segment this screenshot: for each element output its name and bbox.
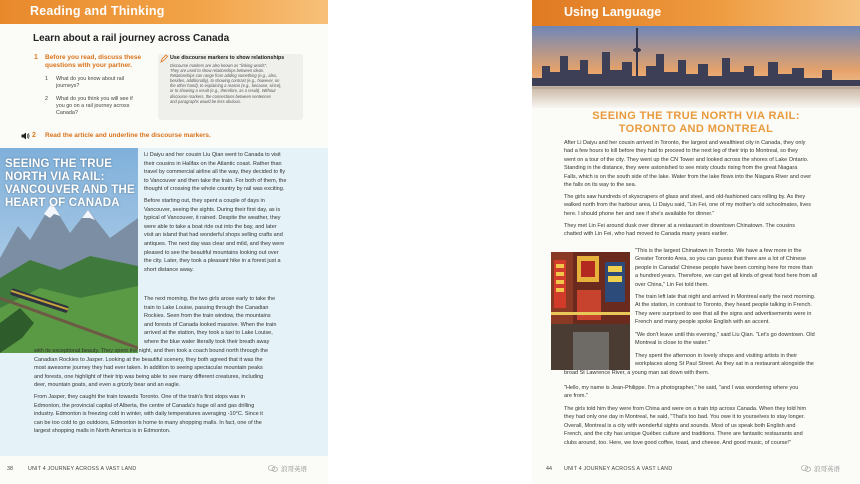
article-title: SEEING THE TRUE NORTH VIA RAIL: VANCOUVER AND THE HEART OF CANADA xyxy=(5,158,135,209)
article-paragraph: "We don't leave until this evening," said Liu Qian. "Let's go downtown. Old Montreal is close to the water." xyxy=(635,332,815,347)
section-title: Reading and Thinking xyxy=(30,4,165,18)
step-number: 2 xyxy=(32,132,36,139)
question-text: journeys? xyxy=(56,83,80,89)
article-paragraph: Li Daiyu and her cousin Liu Qian went to Canada to visit their cousins in Halifax on the Atlantic coast. Rather than travel by commercial airline all the way, they decided to fly to Vancouver and then take the train. For both of them, the thought of crossing the whole country by rail was exciting. xyxy=(144,152,287,193)
unit-footer: UNIT 4 JOURNEY ACROSS A VAST LAND xyxy=(28,466,137,472)
chinatown-street-photo xyxy=(551,252,630,370)
article-paragraph: They spent the afternoon in lovely shops and visiting artists in their workplaces along St Paul Street. As they sat in a restaurant alongside the xyxy=(635,353,814,368)
article-paragraph: From Jasper, they caught the train towards Toronto. One of the train's first stops was in Edmonton, the provincial capital of Alberta, the centre of Canada's huge oil and gas drilling industry. Edmonton is freezing cold in winter, with daily temperatures averaging -10°C. Since it can be too cold to go outdoors, Edmonton is home to many shopping malls. In fact, one of the largest shopping malls in North America is in Edmonton. xyxy=(34,394,263,435)
step-instruction: Read the article and underline the discourse markers. xyxy=(45,132,211,139)
article-paragraph: with its exceptional beauty. They spent the night, and then took a coach bound north through the Canadian Rockies to Jasper. Looking at the beautiful scenery, they both agreed that it was the most awesome journey they had ever taken. In addition to seeing spectacular mountain peaks and forests, one highlight of their trip was being able to see many different creatures, including deer, mountain goats, and even a grizzly bear and an eagle. xyxy=(34,348,269,389)
article-paragraph: "Hello, my name is Jean-Philippe. I'm a photographer," he said, "and I was wondering where you are from." xyxy=(564,385,799,400)
section-title: Using Language xyxy=(564,5,662,19)
pencil-icon xyxy=(160,54,168,63)
question-text: Canada? xyxy=(56,110,78,116)
article-paragraph: After Li Daiyu and her cousin arrived in Toronto, the largest and wealthiest city in Canada, they only had a few hours to kill before they had to proceed to the next leg of their trip to Montreal, so they went on a tour of the city. They went up the CN Tower and looked across the shores of Lake Ontario. Standing in the distance, they were astonished to see misty clouds rising from the great Niagara Falls, which is on the south side of the lake. Water from the lake flows into the Niagara River and over the falls on its way to the sea. xyxy=(564,140,812,189)
toronto-skyline-photo xyxy=(532,26,860,108)
article-paragraph: "This is the largest Chinatown in Toronto. We have a few more in the Greater Toronto Area, so you can guess that there are a lot of Chinese people in Canada! Chinese people have been coming here for more than a hundred years. Therefore, we can get all kinds of great food here from all over China," Lin Fei told them. xyxy=(635,248,818,288)
lesson-title: Learn about a rail journey across Canada xyxy=(33,33,230,44)
unit-footer: UNIT 4 JOURNEY ACROSS A VAST LAND xyxy=(564,466,673,472)
question-text: What do you think you will see if xyxy=(56,96,133,102)
step-instruction: Before you read, discuss these xyxy=(45,54,142,61)
question-number: 2 xyxy=(45,96,48,102)
tip-title: Use discourse markers to show relationships xyxy=(170,55,285,61)
watermark: 浪哥英语 xyxy=(814,466,840,473)
wechat-icon xyxy=(268,465,278,472)
article-paragraph: Before starting out, they spent a couple of days in Vancouver, seeing the sights. During their first day, as is typical of Vancouver, it rained. Despite the weather, they were able to take a boat ride out into the bay, and later visit an island that had wonderful shops selling crafts and antiques. The next day was clear and mild, and they were pleased to see the beautiful mountains looking out over the city. Later, they took a pleasant hike in a forest just a short distance away. xyxy=(144,198,285,273)
right-page xyxy=(532,0,860,484)
question-number: 1 xyxy=(45,76,48,82)
page-number: 38 xyxy=(7,466,13,472)
step-instruction: questions with your partner. xyxy=(45,62,133,69)
speaker-icon[interactable] xyxy=(21,132,30,140)
question-text: What do you know about rail xyxy=(56,76,125,82)
article-paragraph: The girls saw hundreds of skyscrapers of glass and steel, and old-fashioned cars rolling by. As they walked north from the harbour area, Li Daiyu said, "Lin Fei, one of my mother's old schoolmates, lives here. I should phone her and see if she's available for dinner." xyxy=(564,194,811,217)
article-paragraph: They met Lin Fei around dusk over dinner at a restaurant in downtown Chinatown. The cousins chatted with Lin Fei, who had moved to Canada many years earlier. xyxy=(564,223,796,238)
article-title: SEEING THE TRUE NORTH VIA RAIL: xyxy=(592,110,800,122)
step-number: 1 xyxy=(34,54,38,61)
article-paragraph: The train left late that night and arrived in Montreal early the next morning. At the station, in contrast to Toronto, they heard people talking in French. They were surprised to see that all the signs and advertisements were in French and many people spoke English with an accent. xyxy=(635,294,816,326)
tip-body: Discourse markers are also known as "linking words". They are used to show relationships between ideas. Relationships can range from adding something (e.g., also, besides, additionally), to showing contrast (e.g., however, on the other hand), to explaining a reason (e.g., because, since), or to showing a result (e.g., therefore, as a result). Without discourse markers, the connections between sentences and paragraphs would be less obvious. xyxy=(170,63,282,104)
article-paragraph: broad St Lawrence River, a young man sat down with them. xyxy=(564,370,710,376)
left-page xyxy=(0,0,328,484)
article-paragraph: The next morning, the two girls arose early to take the train to Lake Louise, passing through the Canadian Rockies. Seen from the train window, the mountains and forests of Canada looked massive. When the train arrived at the station, they took a taxi to Lake Louise, where the blue water literally took their breath away xyxy=(144,296,277,345)
article-paragraph: The girls told him they were from China and were on a train trip across Canada. When they told him they had only one day in Montreal, he said, "That's too bad. You owe it to yourselves to stay longer. Overall, Montreal is a city with wonderful sights and sounds. Most of us speak both English and French, and the city has unique Québec culture and traditions. There are fantastic restaurants and clubs around, too. Here, we love good coffee, toast, and cheese. And good music, of course!" xyxy=(564,406,807,446)
question-text: you go on a rail journey across xyxy=(56,103,130,109)
wechat-icon xyxy=(801,465,811,472)
article-subtitle: TORONTO AND MONTREAL xyxy=(618,123,774,135)
page-number: 44 xyxy=(546,466,552,472)
watermark: 浪哥英语 xyxy=(281,466,307,473)
